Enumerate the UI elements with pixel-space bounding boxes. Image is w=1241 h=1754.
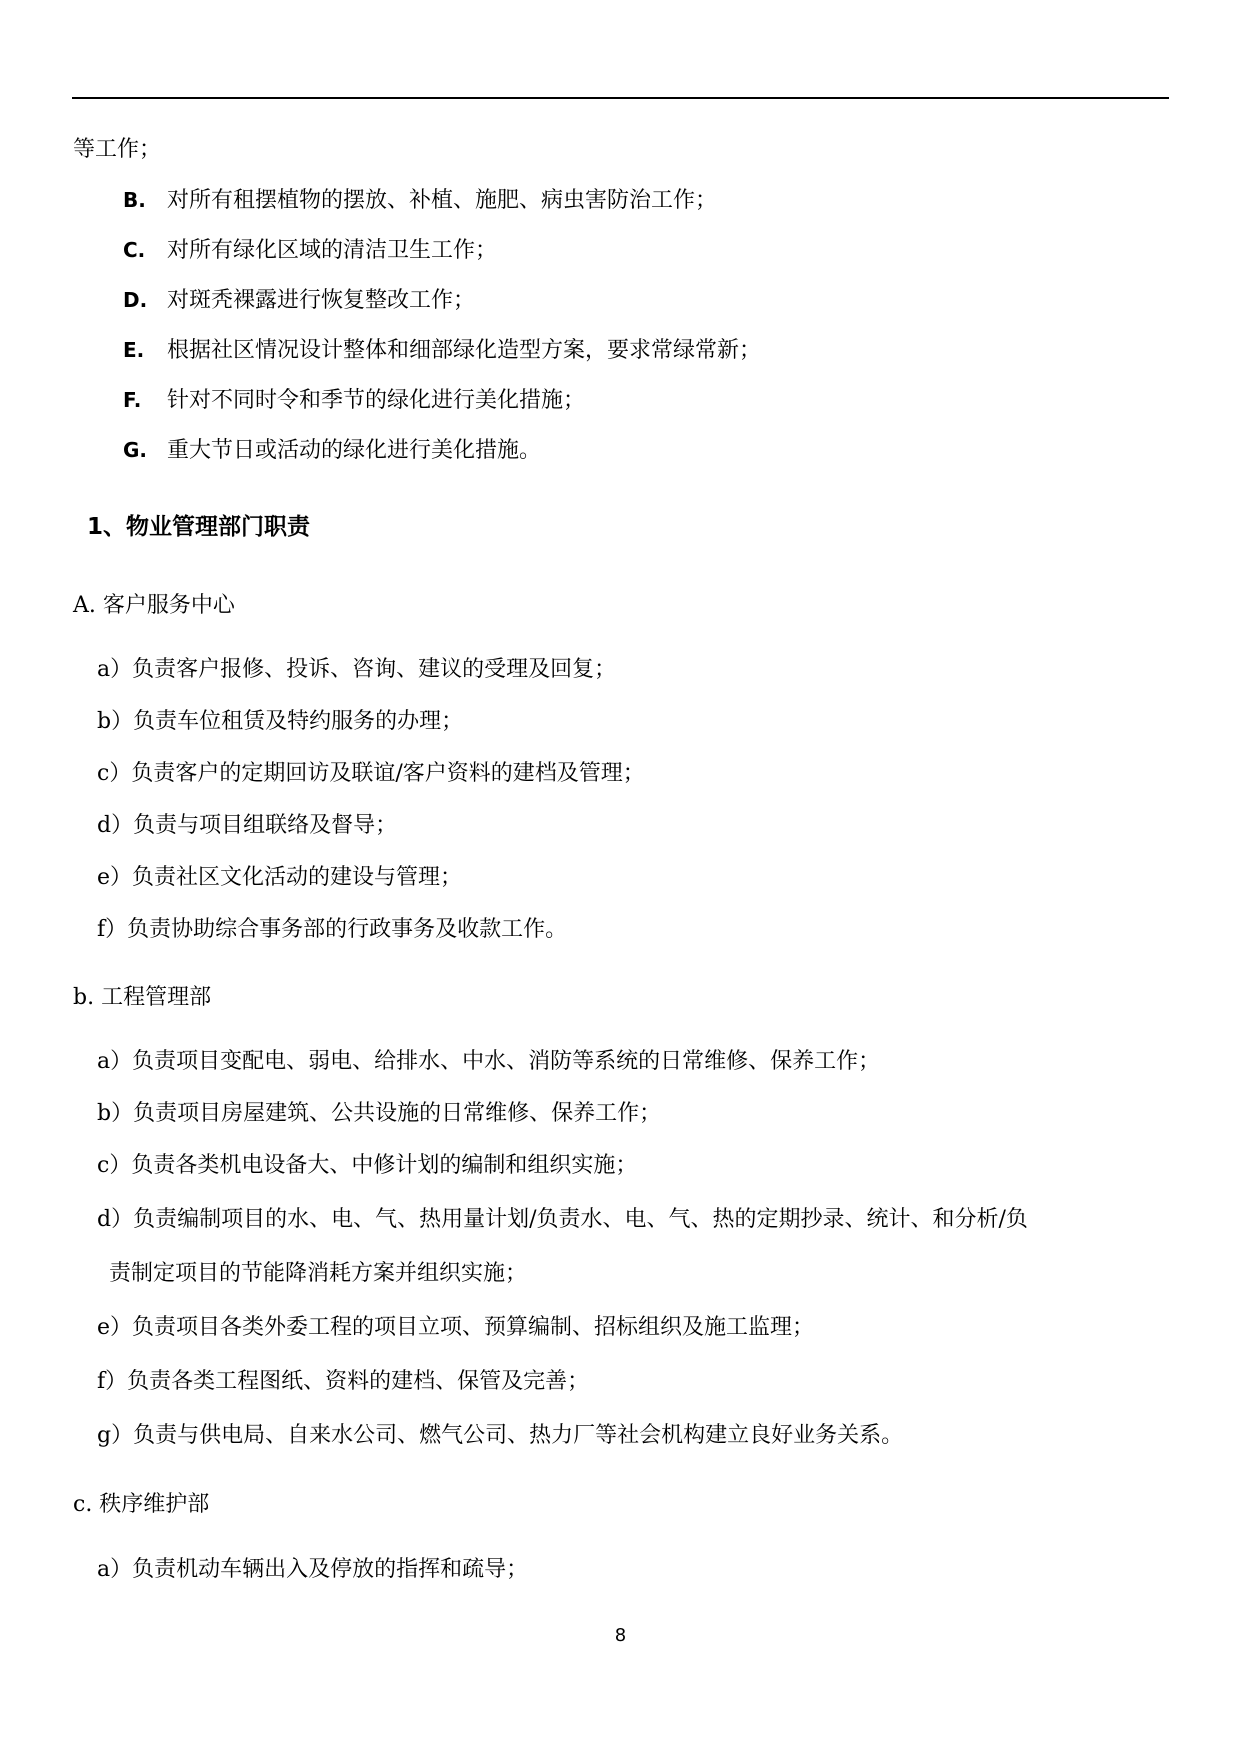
item-text: 对所有租摆植物的摆放、补植、施肥、病虫害防治工作； — [167, 188, 718, 213]
duty-item: d）负责编制项目的水、电、气、热用量计划/负责水、电、气、热的定期抄录、统计、和分析/负 — [97, 1207, 1028, 1232]
page-number: 8 — [614, 1625, 627, 1646]
green-item-b — [123, 185, 717, 215]
green-item-f — [123, 385, 585, 415]
item-marker: B. — [123, 188, 146, 212]
duty-item: b）负责车位租赁及特约服务的办理； — [97, 709, 464, 734]
duty-item: e）负责社区文化活动的建设与管理； — [97, 865, 463, 890]
item-marker: G. — [123, 438, 148, 462]
green-item-e — [123, 335, 761, 365]
item-marker: F. — [123, 388, 142, 412]
green-item-c — [123, 235, 497, 265]
header-rule — [72, 97, 1169, 99]
department-title: A. 客户服务中心 — [73, 593, 235, 618]
continuation-text: 等工作； — [73, 137, 162, 162]
section-heading: 1、物业管理部门职责 — [87, 514, 311, 540]
department-title: b. 工程管理部 — [73, 985, 212, 1010]
duty-item: g）负责与供电局、自来水公司、燃气公司、热力厂等社会机构建立良好业务关系。 — [97, 1423, 904, 1448]
green-item-d — [123, 285, 475, 315]
duty-item: e）负责项目各类外委工程的项目立项、预算编制、招标组织及施工监理； — [97, 1315, 815, 1340]
duty-item: d）负责与项目组联络及督导； — [97, 813, 398, 838]
item-marker: D. — [123, 288, 148, 312]
item-text: 重大节日或活动的绿化进行美化措施。 — [167, 438, 542, 463]
item-text: 对所有绿化区域的清洁卫生工作； — [167, 238, 498, 263]
item-text: 对斑秃裸露进行恢复整改工作； — [167, 288, 476, 313]
item-marker: E. — [123, 338, 145, 362]
duty-item: f）负责协助综合事务部的行政事务及收款工作。 — [97, 917, 568, 942]
duty-item: c）负责各类机电设备大、中修计划的编制和组织实施； — [97, 1153, 638, 1178]
department-title: c. 秩序维护部 — [73, 1492, 210, 1517]
item-text: 针对不同时令和季节的绿化进行美化措施； — [167, 388, 586, 413]
duty-item: c）负责客户的定期回访及联谊/客户资料的建档及管理； — [97, 761, 645, 786]
item-text: 根据社区情况设计整体和细部绿化造型方案，要求常绿常新； — [167, 338, 762, 363]
item-marker: C. — [123, 238, 146, 262]
green-item-g — [123, 435, 541, 465]
duty-item: a）负责项目变配电、弱电、给排水、中水、消防等系统的日常维修、保养工作； — [97, 1049, 881, 1074]
duty-item-continuation: 责制定项目的节能降消耗方案并组织实施； — [109, 1261, 528, 1286]
duty-item: b）负责项目房屋建筑、公共设施的日常维修、保养工作； — [97, 1101, 662, 1126]
duty-item: f）负责各类工程图纸、资料的建档、保管及完善； — [97, 1369, 590, 1394]
duty-item: a）负责客户报修、投诉、咨询、建议的受理及回复； — [97, 657, 617, 682]
duty-item: a）负责机动车辆出入及停放的指挥和疏导； — [97, 1557, 529, 1582]
